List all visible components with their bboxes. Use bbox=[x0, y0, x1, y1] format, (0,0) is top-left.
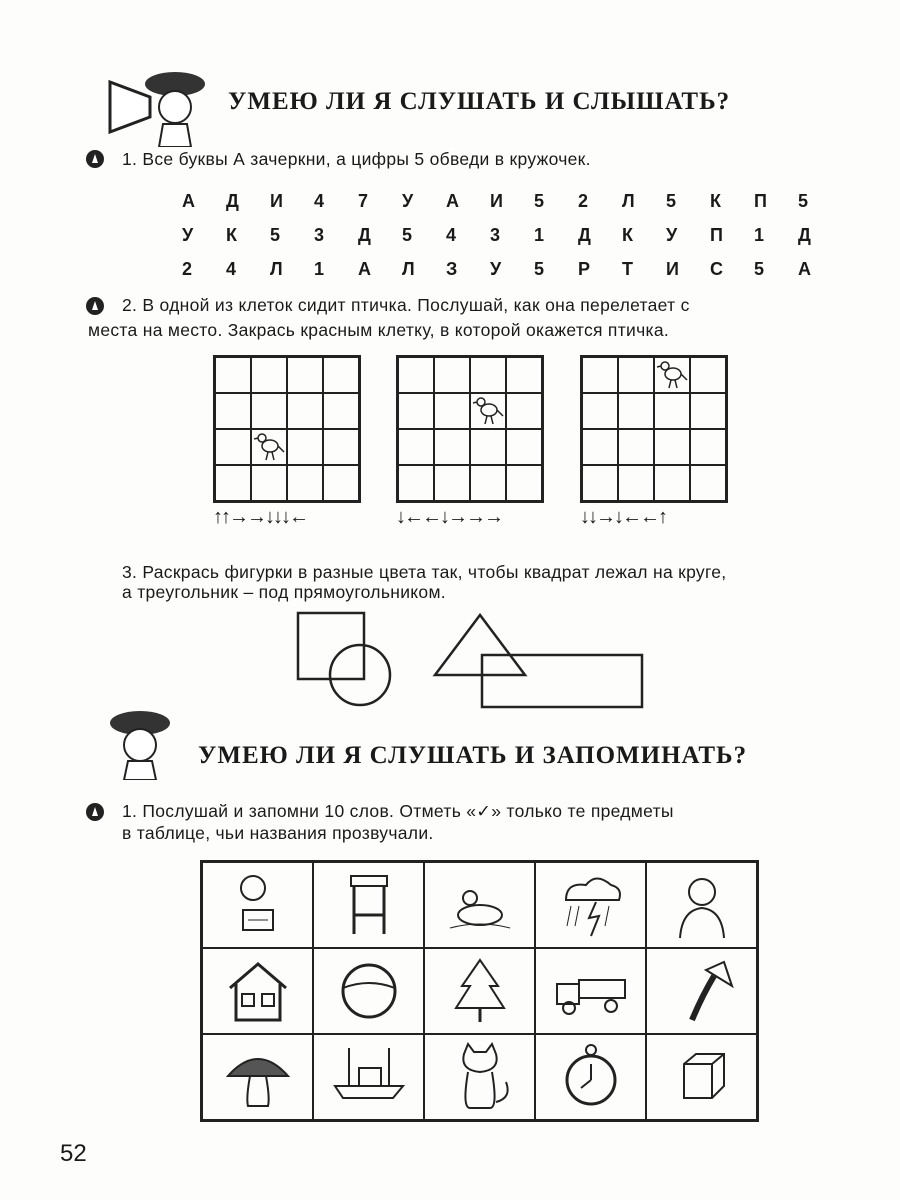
grid-cell[interactable] bbox=[287, 357, 323, 393]
letter-cell[interactable]: Р bbox=[578, 259, 591, 279]
grid-cell[interactable] bbox=[470, 393, 506, 429]
page-number: 52 bbox=[60, 1140, 87, 1167]
grid-cell[interactable] bbox=[690, 429, 726, 465]
grid-cell[interactable] bbox=[251, 465, 287, 501]
ball-icon bbox=[329, 956, 409, 1026]
cell-ship[interactable] bbox=[313, 1034, 424, 1120]
letter-cell[interactable]: Л bbox=[622, 191, 635, 211]
grid-cell[interactable] bbox=[251, 357, 287, 393]
letter-cell[interactable]: У bbox=[402, 191, 414, 211]
grid-cell[interactable] bbox=[434, 429, 470, 465]
cell-doctor[interactable] bbox=[646, 862, 757, 948]
grid-cell[interactable] bbox=[654, 465, 690, 501]
letter-cell[interactable]: 5 bbox=[270, 225, 281, 245]
task3-instruction-line2: а треугольник – под прямоугольником. bbox=[122, 582, 446, 602]
grid-cell[interactable] bbox=[215, 429, 251, 465]
axe-icon bbox=[662, 956, 742, 1026]
cell-weighing[interactable] bbox=[202, 862, 313, 948]
letter-cell[interactable]: У bbox=[490, 259, 502, 279]
letter-cell[interactable]: К bbox=[622, 225, 633, 245]
cell-axe[interactable] bbox=[646, 948, 757, 1034]
grid-cell[interactable] bbox=[470, 429, 506, 465]
letter-cell[interactable]: А bbox=[182, 191, 195, 211]
arrow-sequence: ↑↑→→↓↓↓← bbox=[213, 506, 307, 528]
letter-cell[interactable]: И bbox=[490, 191, 503, 211]
letter-cell[interactable]: 1 bbox=[314, 259, 325, 279]
grid-cell[interactable] bbox=[323, 357, 359, 393]
letter-cell[interactable]: 4 bbox=[314, 191, 325, 211]
mascot-megaphone-icon bbox=[105, 62, 205, 147]
alarm-clock-icon bbox=[551, 1042, 631, 1112]
grid-cell[interactable] bbox=[434, 393, 470, 429]
grid-cell[interactable] bbox=[398, 429, 434, 465]
grid-cell[interactable] bbox=[690, 357, 726, 393]
letter-cell[interactable]: И bbox=[666, 259, 679, 279]
letter-cell[interactable]: 5 bbox=[534, 259, 545, 279]
letter-cell[interactable]: П bbox=[754, 191, 767, 211]
letter-cell[interactable]: Д bbox=[798, 225, 811, 245]
task3-instruction-line1: 3. Раскрась фигурки в разные цвета так, чтобы квадрат лежал на круге, bbox=[122, 562, 727, 582]
grid-cell[interactable] bbox=[582, 429, 618, 465]
grid-cell[interactable] bbox=[434, 357, 470, 393]
weighing-person-icon bbox=[218, 870, 298, 940]
letter-cell[interactable]: 1 bbox=[534, 225, 545, 245]
letter-cell[interactable]: С bbox=[710, 259, 723, 279]
bird-grid bbox=[580, 355, 728, 503]
picture-table bbox=[200, 860, 759, 1122]
task2-instruction-line1: 2. В одной из клеток сидит птичка. Послушай, как она перелетает с bbox=[122, 295, 690, 315]
letter-cell[interactable]: И bbox=[270, 191, 283, 211]
grid-cell[interactable] bbox=[654, 429, 690, 465]
letter-cell[interactable]: Л bbox=[270, 259, 283, 279]
grid-cell[interactable] bbox=[398, 393, 434, 429]
ship-icon bbox=[329, 1042, 409, 1112]
letter-cell[interactable]: П bbox=[710, 225, 723, 245]
grid-cell[interactable] bbox=[398, 357, 434, 393]
grid-cell[interactable] bbox=[287, 465, 323, 501]
section2-task1-line1: 1. Послушай и запомни 10 слов. Отметь «✓» только те предметы bbox=[122, 801, 674, 821]
grid-cell[interactable] bbox=[582, 465, 618, 501]
house-icon bbox=[218, 956, 298, 1026]
grid-cell[interactable] bbox=[215, 357, 251, 393]
letter-cell[interactable]: А bbox=[358, 259, 371, 279]
letter-cell[interactable]: У bbox=[182, 225, 194, 245]
task2-instruction-line2: места на место. Закрась красным клетку, в которой окажется птичка. bbox=[88, 320, 670, 340]
cell-ball[interactable] bbox=[313, 948, 424, 1034]
letter-grid bbox=[182, 191, 842, 280]
grid-cell[interactable] bbox=[618, 393, 654, 429]
bird-grid bbox=[213, 355, 361, 503]
cell-stool[interactable] bbox=[313, 862, 424, 948]
section-title-listen-remember: УМЕЮ ЛИ Я СЛУШАТЬ И ЗАПОМИНАТЬ? bbox=[198, 742, 748, 769]
grid-cell[interactable] bbox=[251, 393, 287, 429]
grid-cell[interactable] bbox=[506, 465, 542, 501]
grid-cell[interactable] bbox=[582, 393, 618, 429]
grid-cell[interactable] bbox=[287, 393, 323, 429]
bird-icon bbox=[655, 358, 689, 392]
letter-cell[interactable]: 1 bbox=[754, 225, 765, 245]
grid-cell[interactable] bbox=[323, 393, 359, 429]
letter-cell[interactable]: А bbox=[446, 191, 459, 211]
letter-cell[interactable]: Д bbox=[578, 225, 591, 245]
letter-cell[interactable]: 5 bbox=[754, 259, 765, 279]
grid-cell[interactable] bbox=[215, 393, 251, 429]
grid-cell[interactable] bbox=[470, 465, 506, 501]
section2-task1-line2: в таблице, чьи названия прозвучали. bbox=[122, 823, 434, 843]
bird-icon bbox=[471, 394, 505, 428]
grid-cell[interactable] bbox=[323, 465, 359, 501]
letter-cell[interactable]: 3 bbox=[490, 225, 501, 245]
duck-icon bbox=[440, 870, 520, 940]
grid-cell[interactable] bbox=[506, 357, 542, 393]
mascot-icon bbox=[100, 705, 175, 780]
grid-cell[interactable] bbox=[654, 393, 690, 429]
cell-thunderstorm[interactable] bbox=[535, 862, 646, 948]
fir-tree-icon bbox=[440, 956, 520, 1026]
letter-cell[interactable]: 5 bbox=[666, 191, 677, 211]
letter-cell[interactable]: 7 bbox=[358, 191, 369, 211]
letter-cell[interactable]: А bbox=[798, 259, 811, 279]
task-bullet-icon bbox=[86, 803, 104, 821]
letter-cell[interactable]: К bbox=[710, 191, 721, 211]
task-bullet-icon bbox=[86, 297, 104, 315]
thunderstorm-icon bbox=[551, 870, 631, 940]
grid-cell[interactable] bbox=[506, 429, 542, 465]
bird-icon bbox=[252, 430, 286, 464]
grid-cell[interactable] bbox=[470, 357, 506, 393]
triangle-shape[interactable] bbox=[435, 615, 525, 675]
grid-cell[interactable] bbox=[287, 429, 323, 465]
grid-cell[interactable] bbox=[251, 429, 287, 465]
cell-mushroom[interactable] bbox=[202, 1034, 313, 1120]
grid-cell[interactable] bbox=[618, 429, 654, 465]
letter-cell[interactable]: У bbox=[666, 225, 678, 245]
cell-house[interactable] bbox=[202, 948, 313, 1034]
letter-cell[interactable]: Д bbox=[358, 225, 371, 245]
cell-fir-tree[interactable] bbox=[424, 948, 535, 1034]
letter-cell[interactable]: 2 bbox=[182, 259, 193, 279]
letter-cell[interactable]: 5 bbox=[534, 191, 545, 211]
letter-cell[interactable]: З bbox=[446, 259, 458, 279]
grid-cell[interactable] bbox=[618, 465, 654, 501]
letter-cell[interactable]: 5 bbox=[402, 225, 413, 245]
arrow-sequence: ↓←←↓→→→ bbox=[396, 506, 502, 528]
grid-cell[interactable] bbox=[582, 357, 618, 393]
arrow-sequence: ↓↓→↓←←↑ bbox=[580, 506, 666, 528]
cell-truck[interactable] bbox=[535, 948, 646, 1034]
letter-cell[interactable]: 4 bbox=[446, 225, 457, 245]
stool-icon bbox=[329, 870, 409, 940]
truck-icon bbox=[551, 956, 631, 1026]
letter-cell[interactable]: 4 bbox=[226, 259, 237, 279]
grid-cell[interactable] bbox=[398, 465, 434, 501]
bird-grid bbox=[396, 355, 544, 503]
grid-cell[interactable] bbox=[690, 393, 726, 429]
task1-instruction: 1. Все буквы А зачеркни, а цифры 5 обведи в кружочек. bbox=[122, 149, 591, 169]
grid-cell[interactable] bbox=[215, 465, 251, 501]
shapes-figure bbox=[290, 605, 660, 715]
letter-cell[interactable]: 5 bbox=[798, 191, 809, 211]
section-title-listen-hear: УМЕЮ ЛИ Я СЛУШАТЬ И СЛЫШАТЬ? bbox=[228, 88, 731, 115]
grid-cell[interactable] bbox=[654, 357, 690, 393]
letter-cell[interactable]: Л bbox=[402, 259, 415, 279]
letter-cell[interactable]: Д bbox=[226, 191, 239, 211]
cell-alarm-clock[interactable] bbox=[535, 1034, 646, 1120]
letter-cell[interactable]: Т bbox=[622, 259, 633, 279]
rectangle-shape[interactable] bbox=[482, 655, 642, 707]
doctor-icon bbox=[662, 870, 742, 940]
grid-cell[interactable] bbox=[434, 465, 470, 501]
mushroom-icon bbox=[218, 1042, 298, 1112]
grid-cell[interactable] bbox=[690, 465, 726, 501]
cell-duck[interactable] bbox=[424, 862, 535, 948]
grid-cell[interactable] bbox=[506, 393, 542, 429]
grid-cell[interactable] bbox=[323, 429, 359, 465]
grid-cell[interactable] bbox=[618, 357, 654, 393]
letter-cell[interactable]: К bbox=[226, 225, 237, 245]
letter-cell[interactable]: 3 bbox=[314, 225, 325, 245]
letter-cell[interactable]: 2 bbox=[578, 191, 589, 211]
cell-cat[interactable] bbox=[424, 1034, 535, 1120]
cube-icon bbox=[662, 1042, 742, 1112]
task-bullet-icon bbox=[86, 150, 104, 168]
cat-icon bbox=[440, 1042, 520, 1112]
circle-shape[interactable] bbox=[330, 645, 390, 705]
cell-cube[interactable] bbox=[646, 1034, 757, 1120]
